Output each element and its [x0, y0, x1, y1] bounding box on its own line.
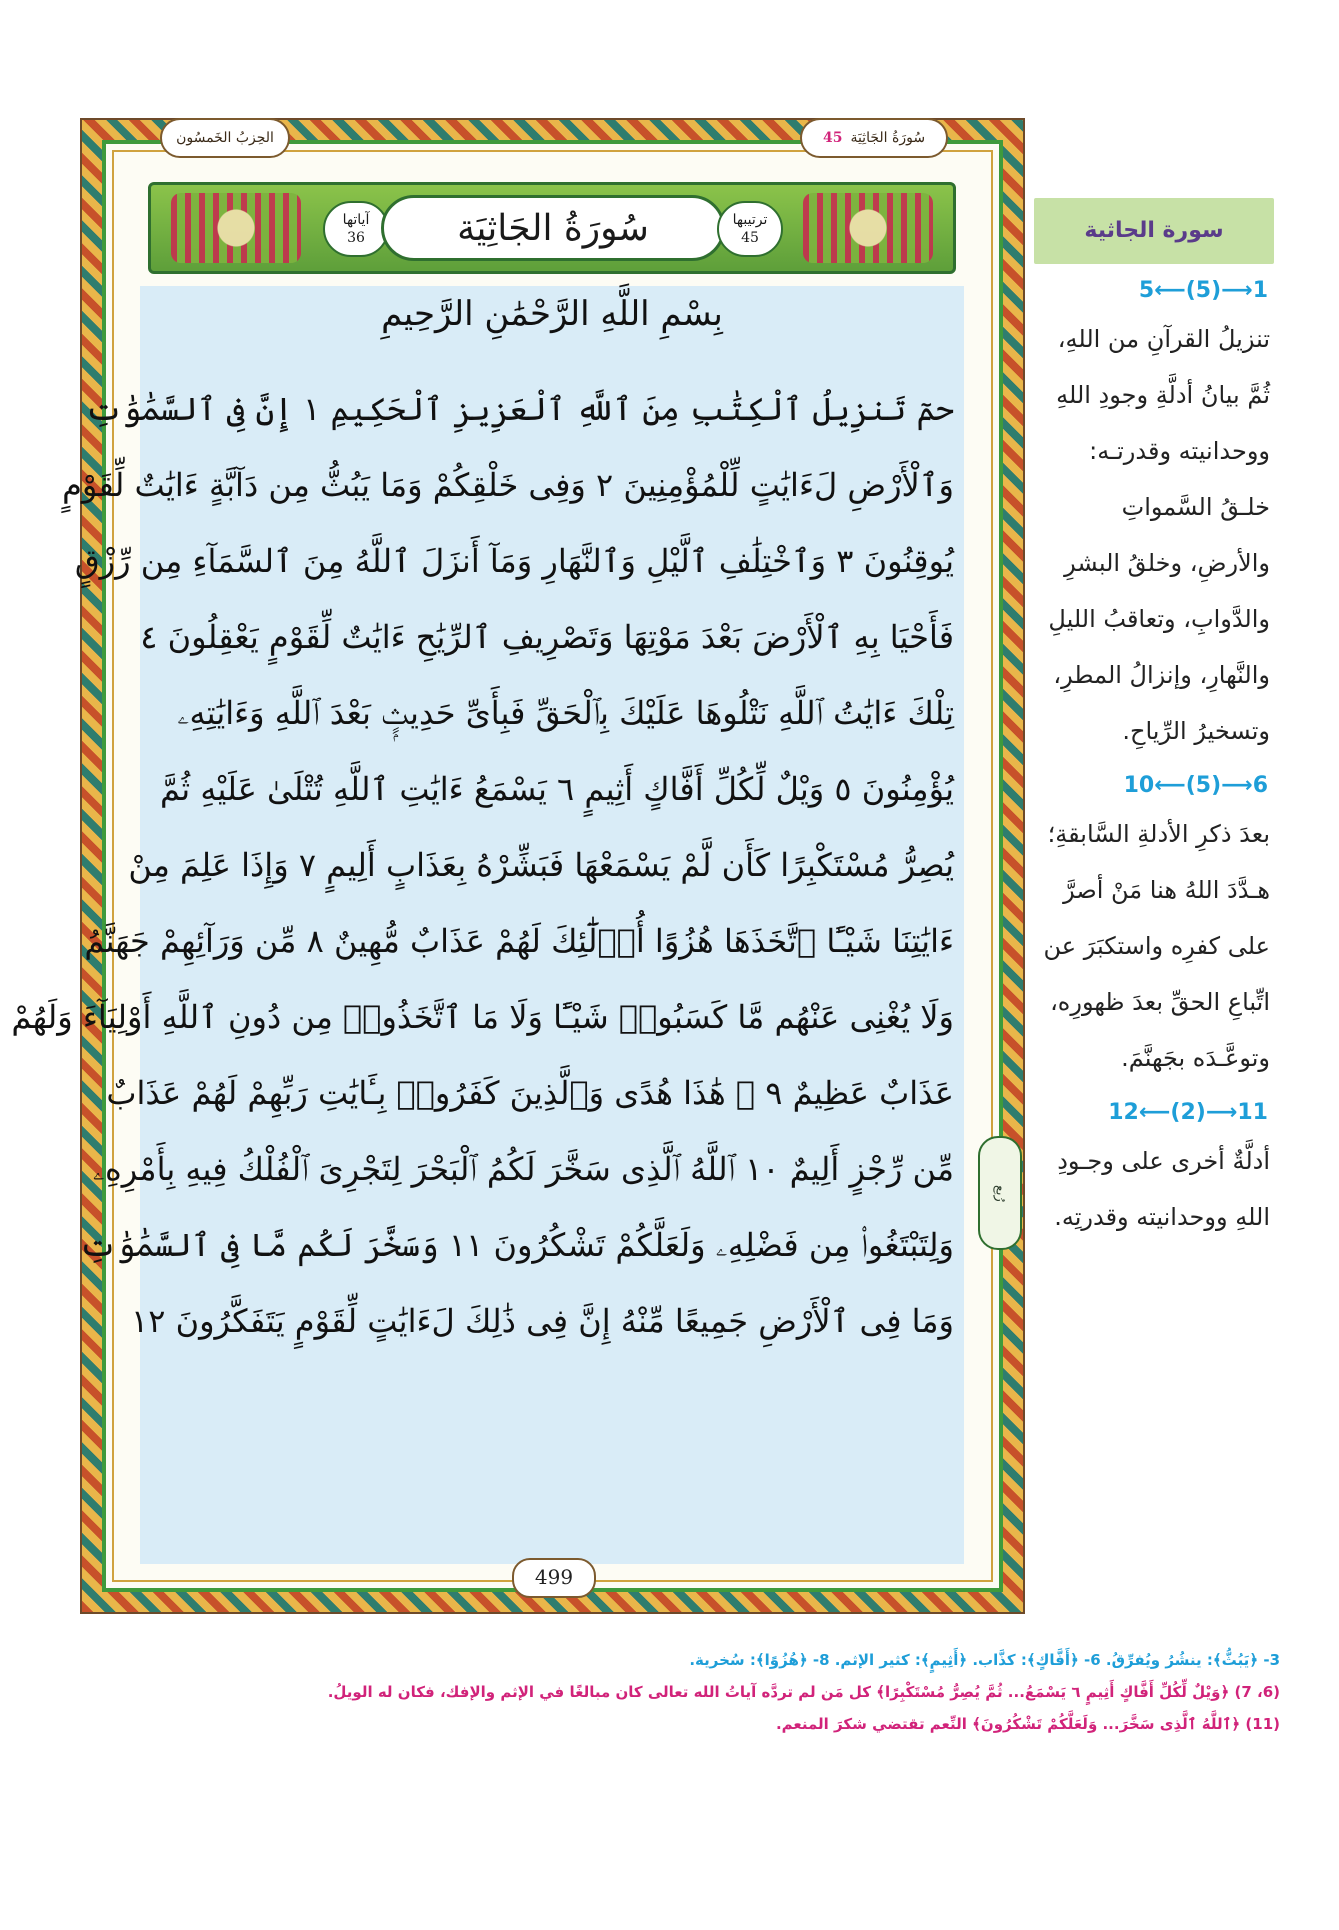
verse-line: يُؤْمِنُونَ ٥ وَيْلٌ لِّكُلِّ أَفَّاكٍ أَثِيمٍ ٦ يَسْمَعُ ءَايَٰتِ ٱللَّهِ تُتْلَىٰ عَلَيْهِ ثُمَّ — [159, 770, 954, 808]
ornament — [803, 193, 933, 263]
order-label: ترتيبها — [732, 212, 768, 228]
footnote: 3- ﴿يَبُثُّ﴾: ينشُرُ ويُفرِّقُ. 6- ﴿أَفَّاكٍ﴾: كذَّاب. ﴿أَثِيمٍ﴾: كثير الإثم. 8- ﴿هُزُوًا﴾: سُخرية. — [689, 1651, 1280, 1669]
rub-marker: رُبع — [978, 1136, 1022, 1250]
ayat-count — [323, 201, 389, 257]
order-value: 45 — [741, 230, 759, 246]
verse-line: فَأَحْيَا بِهِ ٱلْأَرْضَ بَعْدَ مَوْتِهَا وَتَصْرِيفِ ٱلرِّيَٰحِ ءَايَٰتٌ لِّقَوْمٍ يَعْقِلُونَ ٤ — [140, 618, 954, 656]
surah-header-number: 45 — [822, 130, 843, 146]
basmala: بِسْمِ اللَّهِ الرَّحْمَٰنِ الرَّحِيمِ — [381, 294, 723, 334]
verse-line: وَلَا يُغْنِى عَنْهُم مَّا كَسَبُوا۟ شَيْـًٔا وَلَا مَا ٱتَّخَذُوا۟ مِن دُونِ ٱللَّهِ أَوْلِيَآءَ وَلَهُمْ — [11, 998, 954, 1036]
page-number: 499 — [512, 1558, 596, 1598]
section-text: بعدَ ذكرِ الأدلةِ السَّابقةِ؛ هـدَّدَ اللهُ هنا مَنْ أصرَّ على كفرِه واستكبَرَ عن اتِّباعِ الحقِّ بعدَ ظهورِه، وتوعَّـدَه بجَهنَّمَ. — [1043, 820, 1270, 1072]
surah-banner — [148, 182, 956, 274]
surah-title: سُورَةُ الجَاثِيَة — [381, 195, 725, 261]
ornament — [171, 193, 301, 263]
surah-header-label: سُورَةُ الجَاثِيَة — [850, 130, 926, 146]
verse-line: حمٓ تَنزِيلُ ٱلْكِتَٰبِ مِنَ ٱللَّهِ ٱلْعَزِيزِ ٱلْحَكِيمِ ١ إِنَّ فِى ٱلسَّمَٰوَٰتِ — [85, 390, 954, 428]
hizb-label: الحِزبُ الخَمسُون — [160, 118, 290, 158]
verse-line: مِّن رِّجْزٍ أَلِيمٌ ١٠ ٱللَّهُ ٱلَّذِى سَخَّرَ لَكُمُ ٱلْبَحْرَ لِتَجْرِىَ ٱلْفُلْكُ فِيهِ بِأَمْرِهِۦ — [92, 1149, 954, 1188]
verse-line: تِلْكَ ءَايَٰتُ ٱللَّهِ نَتْلُوهَا عَلَيْكَ بِٱلْحَقِّ فَبِأَىِّ حَدِيثٍۭ بَعْدَ ٱللَّهِ وَءَايَٰتِهِۦ — [177, 693, 954, 732]
footnotes — [80, 1644, 1280, 1740]
verse-line: ءَايَٰتِنَا شَيْـًٔا ٱتَّخَذَهَا هُزُوًا أُو۟لَٰٓئِكَ لَهُمْ عَذَابٌ مُّهِينٌ ٨ مِّن وَرَآئِهِمْ جَهَنَّمُ — [84, 922, 954, 960]
verse-line: عَذَابٌ عَظِيمٌ ٩ ۞ هَٰذَا هُدًى وَٱلَّذِينَ كَفَرُوا۟ بِـَٔايَٰتِ رَبِّهِمْ لَهُمْ عَذَابٌ — [106, 1074, 954, 1112]
section-text: تنزيلُ القرآنِ من اللهِ، ثُمَّ بيانُ أدلَّةِ وجودِ اللهِ ووحدانيته وقدرتـه: خلـقُ السَّمواتِ والأرضِ، وخلقُ البشرِ والدَّوابِ، وتعاقبُ الليلِ والنَّهارِ، وإنزالُ المطرِ، وتسخيرُ الرِّياحِ. — [1048, 325, 1270, 745]
side-title: سورة الجاثية — [1034, 198, 1274, 264]
verse-line: وَٱلْأَرْضِ لَءَايَٰتٍ لِّلْمُؤْمِنِينَ ٢ وَفِى خَلْقِكُمْ وَمَا يَبُثُّ مِن دَآبَّةٍ ءَايَٰتٌ لِّقَوْمٍ — [62, 466, 954, 504]
verse-line: وَلِتَبْتَغُوا۟ مِن فَضْلِهِۦ وَلَعَلَّكُمْ تَشْكُرُونَ ١١ وَسَخَّرَ لَكُم مَّا فِى ٱلسَّمَٰوَٰتِ — [79, 1225, 954, 1264]
quran-text — [11, 286, 964, 1564]
verse-line: وَمَا فِى ٱلْأَرْضِ جَمِيعًا مِّنْهُ إِنَّ فِى ذَٰلِكَ لَءَايَٰتٍ لِّقَوْمٍ يَتَفَكَّرُونَ ١٢ — [131, 1302, 954, 1340]
footnote: (6، 7) ﴿وَيْلٌ لِّكُلِّ أَفَّاكٍ أَثِيمٍ ٦ يَسْمَعُ... ثُمَّ يُصِرُّ مُسْتَكْبِرًا﴾ كل مَن لم تردَّه آياتُ الله تعالى كان مبالغًا في الإثم والإفك، فكان له الويلُ. — [327, 1683, 1280, 1701]
ayat-value: 36 — [347, 230, 365, 246]
verse-line: يُصِرُّ مُسْتَكْبِرًا كَأَن لَّمْ يَسْمَعْهَا فَبَشِّرْهُ بِعَذَابٍ أَلِيمٍ ٧ وَإِذَا عَلِمَ مِنْ — [128, 846, 954, 884]
footnote: (11) ﴿ٱللَّهُ ٱلَّذِى سَخَّرَ... وَلَعَلَّكُمْ تَشْكُرُونَ﴾ النِّعم تقتضي شكرَ المنعم. — [775, 1715, 1280, 1733]
side-commentary — [1034, 198, 1274, 1245]
surah-header — [800, 118, 948, 158]
section-text: أدلَّةٌ أخرى على وجـودِ اللهِ ووحدانيته وقدرتِه. — [1054, 1147, 1270, 1231]
section-range: 6⟶(5)⟵10 — [1123, 773, 1268, 798]
section-range: 1⟶(5)⟵5 — [1138, 278, 1268, 303]
ayat-label: آياتها — [342, 212, 370, 228]
section-range: 11⟶(2)⟵12 — [1108, 1100, 1268, 1125]
surah-order — [717, 201, 783, 257]
verse-line: يُوقِنُونَ ٣ وَٱخْتِلَٰفِ ٱلَّيْلِ وَٱلنَّهَارِ وَمَآ أَنزَلَ ٱللَّهُ مِنَ ٱلسَّمَآءِ مِن رِّزْقٍ — [74, 542, 954, 580]
